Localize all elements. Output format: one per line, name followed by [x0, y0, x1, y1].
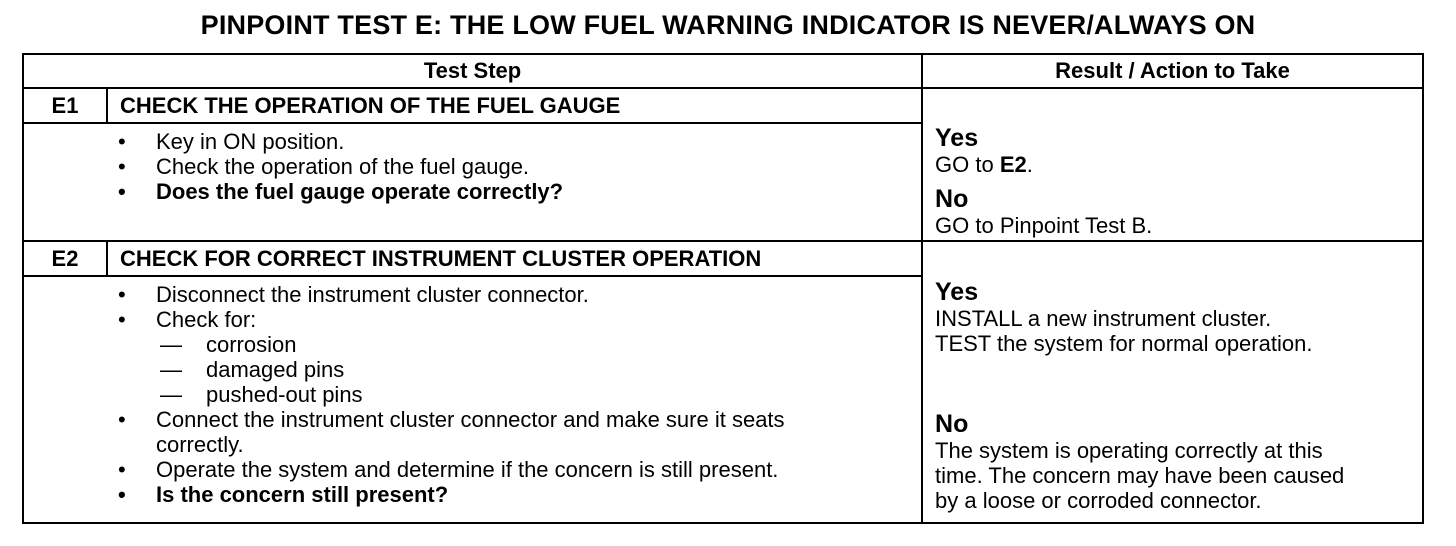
list-subitem: — pushed-out pins	[160, 382, 363, 407]
step-list-e1	[24, 129, 921, 204]
list-subitem: — corrosion	[160, 332, 297, 357]
list-item: • Is the concern still present?	[118, 482, 449, 507]
yes-action-e2-line1: INSTALL a new instrument cluster.	[935, 306, 1272, 331]
page-title: PINPOINT TEST E: THE LOW FUEL WARNING INDICATOR IS NEVER/ALWAYS ON	[200, 10, 1256, 40]
no-action-e2-line1: The system is operating correctly at this	[935, 438, 1323, 463]
step-id-e1: E1	[23, 88, 107, 123]
step-id-e2: E2	[23, 241, 107, 276]
no-label-e1: No	[935, 185, 969, 213]
yes-action-e2-line2: TEST the system for normal operation.	[935, 331, 1313, 356]
list-item: • Check the operation of the fuel gauge.	[118, 154, 530, 179]
no-action-e2-line3: by a loose or corroded connector.	[935, 488, 1262, 513]
yes-action-e1: GO to E2.	[935, 152, 1033, 177]
step-title-e2: CHECK FOR CORRECT INSTRUMENT CLUSTER OPERATION	[107, 241, 922, 276]
list-item: • Does the fuel gauge operate correctly?	[118, 179, 564, 204]
step-body-e1	[23, 123, 922, 241]
step-e1-title-row	[23, 88, 1423, 123]
list-item: • Check for:	[118, 307, 257, 332]
step-e2-title-row	[23, 241, 1423, 276]
list-item-continuation: correctly.	[156, 432, 244, 457]
list-item: • Disconnect the instrument cluster connector.	[118, 282, 589, 307]
no-label-e2: No	[935, 410, 969, 438]
header-result: Result / Action to Take	[922, 54, 1423, 88]
step-title-e1: CHECK THE OPERATION OF THE FUEL GAUGE	[107, 88, 922, 123]
list-item: • Connect the instrument cluster connector and make sure it seats	[118, 407, 785, 432]
result-cell-e1	[922, 88, 1423, 241]
list-item: • Operate the system and determine if the concern is still present.	[118, 457, 779, 482]
result-cell-e2	[922, 241, 1423, 523]
list-item: • Key in ON position.	[118, 129, 345, 154]
no-action-e1: GO to Pinpoint Test B.	[935, 213, 1153, 238]
step-body-e2	[23, 276, 922, 523]
list-subitem: — damaged pins	[160, 357, 345, 382]
yes-label-e1: Yes	[935, 124, 979, 152]
header-test-step: Test Step	[23, 54, 922, 88]
no-action-e2-line2: time. The concern may have been caused	[935, 463, 1345, 488]
pinpoint-test-table	[22, 53, 1424, 524]
step-list-e2	[24, 282, 921, 507]
yes-label-e2: Yes	[935, 278, 979, 306]
header-row	[23, 54, 1423, 88]
